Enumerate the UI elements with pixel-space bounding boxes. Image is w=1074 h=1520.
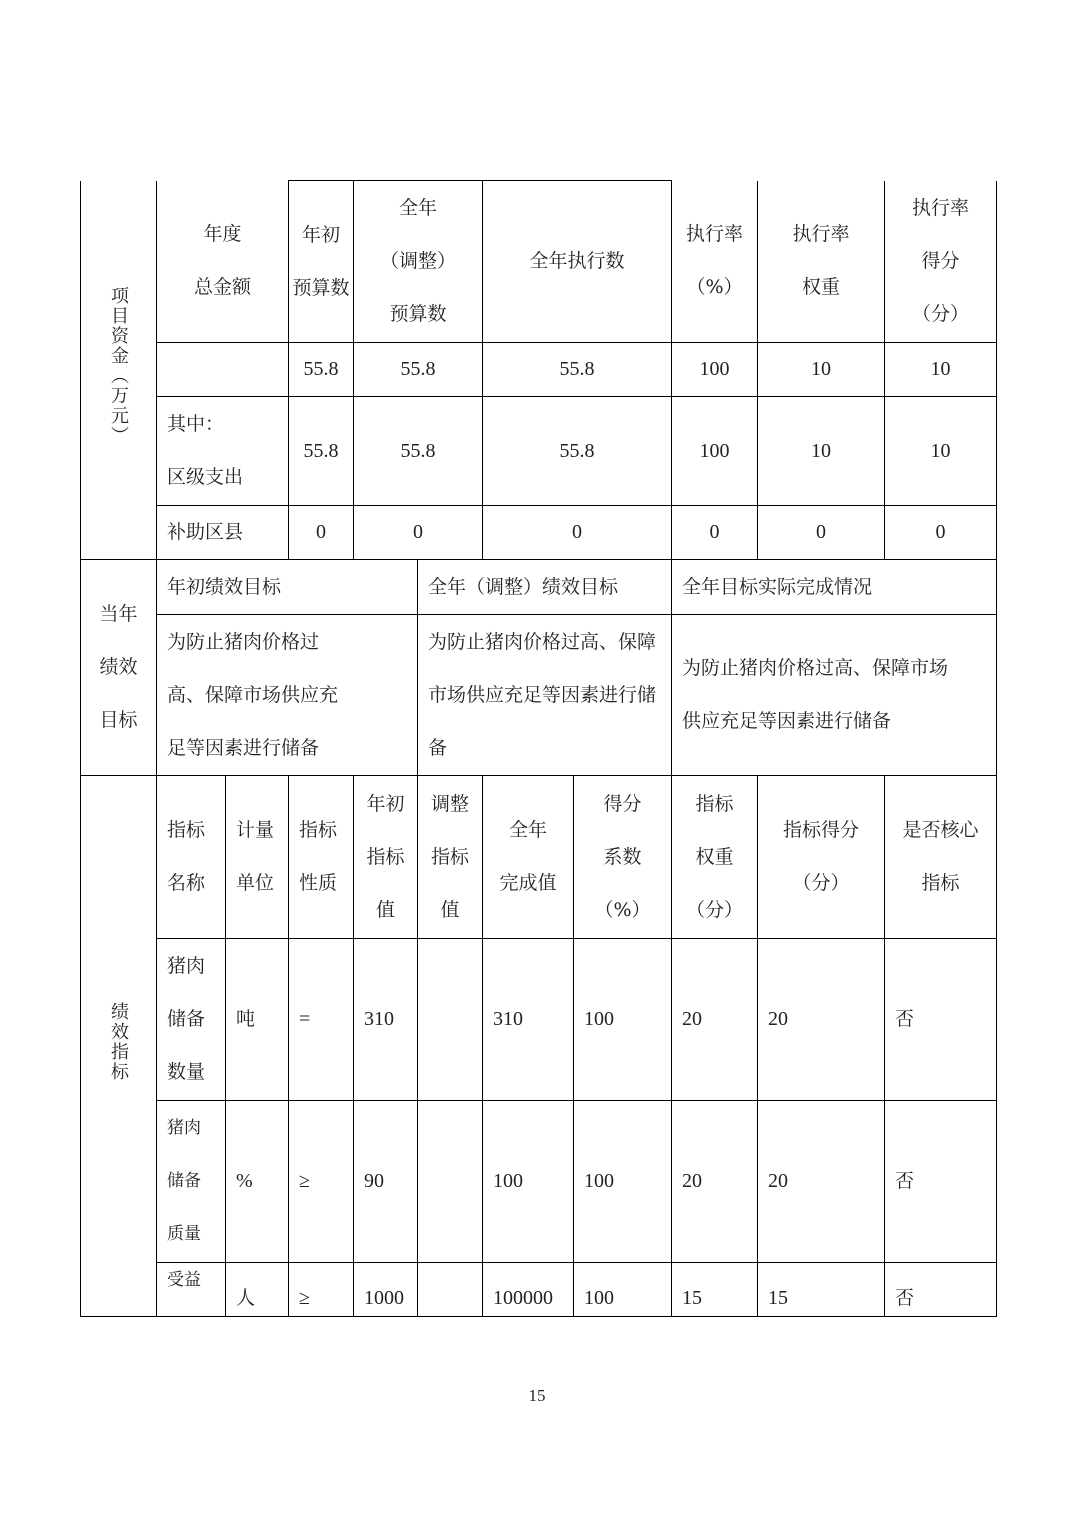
district-weight: 10 bbox=[758, 397, 885, 506]
goals-actual-text: 为防止猪肉价格过高、保障市场 供应充足等因素进行储备 bbox=[672, 615, 997, 776]
goals-adjusted-text: 为防止猪肉价格过高、保障 市场供应充足等因素进行储 备 bbox=[418, 615, 672, 776]
header-initial-budget: 年初 预算数 bbox=[289, 181, 354, 343]
ind-header-initial: 年初 指标 值 bbox=[354, 776, 418, 939]
header-annual-total: 年度 总金额 bbox=[157, 181, 289, 343]
subsidy-executed: 0 bbox=[483, 506, 672, 560]
ind-unit: % bbox=[226, 1101, 289, 1263]
table-row bbox=[81, 939, 997, 1101]
table-row bbox=[81, 1101, 997, 1263]
total-label-empty bbox=[157, 343, 289, 397]
ind-initial: 1000 bbox=[354, 1263, 418, 1317]
district-label: 其中： 区级支出 bbox=[157, 397, 289, 506]
total-rate: 100 bbox=[672, 343, 758, 397]
page-number: 15 bbox=[528, 1386, 546, 1405]
ind-initial: 90 bbox=[354, 1101, 418, 1263]
ind-weight: 20 bbox=[672, 1101, 758, 1263]
performance-table bbox=[80, 180, 997, 1317]
ind-name: 猪肉 储备 质量 bbox=[157, 1101, 226, 1263]
ind-header-unit: 计量 单位 bbox=[226, 776, 289, 939]
ind-initial: 310 bbox=[354, 939, 418, 1101]
ind-coefficient: 100 bbox=[574, 1101, 672, 1263]
ind-score: 20 bbox=[758, 939, 885, 1101]
goals-adjusted-header: 全年（调整）绩效目标 bbox=[418, 560, 672, 615]
district-adjusted: 55.8 bbox=[354, 397, 483, 506]
ind-header-score: 指标得分 （分） bbox=[758, 776, 885, 939]
ind-score: 15 bbox=[758, 1263, 885, 1317]
header-exec-weight: 执行率 权重 bbox=[758, 181, 885, 343]
district-score: 10 bbox=[885, 397, 997, 506]
goals-initial-text: 为防止猪肉价格过 高、保障市场供应充 足等因素进行储备 bbox=[157, 615, 418, 776]
ind-unit: 吨 bbox=[226, 939, 289, 1101]
subsidy-adjusted: 0 bbox=[354, 506, 483, 560]
subsidy-rate: 0 bbox=[672, 506, 758, 560]
ind-nature: ≥ bbox=[289, 1101, 354, 1263]
ind-weight: 15 bbox=[672, 1263, 758, 1317]
funds-subsidy-row bbox=[81, 506, 997, 560]
total-initial: 55.8 bbox=[289, 343, 354, 397]
funds-district-row bbox=[81, 397, 997, 506]
header-executed: 全年执行数 bbox=[483, 181, 672, 343]
subsidy-label: 补助区县 bbox=[157, 506, 289, 560]
ind-completed: 310 bbox=[483, 939, 574, 1101]
ind-weight: 20 bbox=[672, 939, 758, 1101]
ind-nature: ≥ bbox=[289, 1263, 354, 1317]
ind-score: 20 bbox=[758, 1101, 885, 1263]
ind-header-completed: 全年 完成值 bbox=[483, 776, 574, 939]
ind-completed: 100000 bbox=[483, 1263, 574, 1317]
ind-core: 否 bbox=[885, 1263, 997, 1317]
district-rate: 100 bbox=[672, 397, 758, 506]
goals-initial-header: 年初绩效目标 bbox=[157, 560, 418, 615]
total-score: 10 bbox=[885, 343, 997, 397]
ind-header-adjusted: 调整 指标 值 bbox=[418, 776, 483, 939]
total-adjusted: 55.8 bbox=[354, 343, 483, 397]
ind-header-weight: 指标 权重 （分） bbox=[672, 776, 758, 939]
ind-nature: = bbox=[289, 939, 354, 1101]
subsidy-initial: 0 bbox=[289, 506, 354, 560]
ind-coefficient: 100 bbox=[574, 1263, 672, 1317]
ind-adjusted bbox=[418, 1101, 483, 1263]
performance-table-sheet bbox=[80, 180, 996, 1314]
ind-adjusted bbox=[418, 939, 483, 1101]
goals-section-label: 当年 绩效 目标 bbox=[81, 560, 157, 776]
ind-unit: 人 bbox=[226, 1263, 289, 1317]
ind-header-nature: 指标 性质 bbox=[289, 776, 354, 939]
goals-actual-header: 全年目标实际完成情况 bbox=[672, 560, 997, 615]
indicators-section-label: 绩效指标 bbox=[81, 776, 157, 1317]
ind-header-core: 是否核心 指标 bbox=[885, 776, 997, 939]
ind-header-coefficient: 得分 系数 （%） bbox=[574, 776, 672, 939]
table-row bbox=[81, 1263, 997, 1317]
ind-core: 否 bbox=[885, 1101, 997, 1263]
ind-core: 否 bbox=[885, 939, 997, 1101]
ind-name: 受益 bbox=[157, 1263, 226, 1317]
total-weight: 10 bbox=[758, 343, 885, 397]
header-exec-score: 执行率 得分 （分） bbox=[885, 181, 997, 343]
funds-total-row bbox=[81, 343, 997, 397]
ind-coefficient: 100 bbox=[574, 939, 672, 1101]
ind-header-name: 指标 名称 bbox=[157, 776, 226, 939]
subsidy-score: 0 bbox=[885, 506, 997, 560]
subsidy-weight: 0 bbox=[758, 506, 885, 560]
header-adjusted-budget: 全年 （调整） 预算数 bbox=[354, 181, 483, 343]
header-exec-rate: 执行率 （%） bbox=[672, 181, 758, 343]
total-executed: 55.8 bbox=[483, 343, 672, 397]
district-executed: 55.8 bbox=[483, 397, 672, 506]
district-initial: 55.8 bbox=[289, 397, 354, 506]
ind-adjusted bbox=[418, 1263, 483, 1317]
ind-name: 猪肉 储备 数量 bbox=[157, 939, 226, 1101]
funds-section-label: 项目资金（万元） bbox=[81, 181, 157, 560]
ind-completed: 100 bbox=[483, 1101, 574, 1263]
